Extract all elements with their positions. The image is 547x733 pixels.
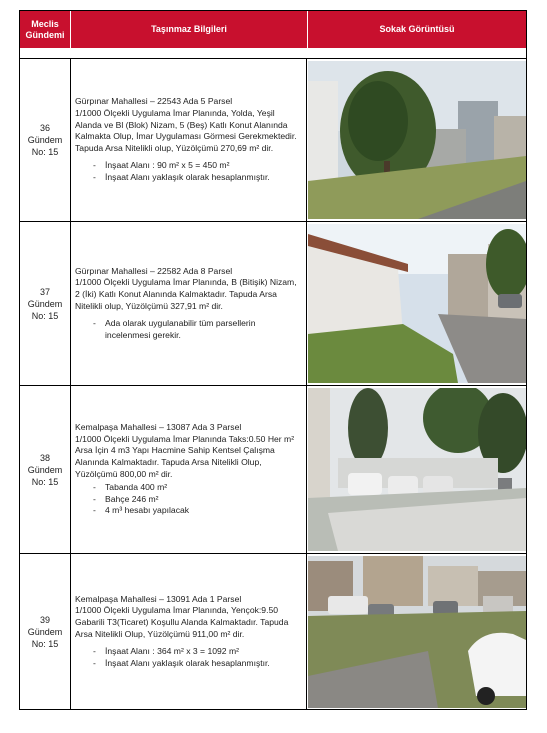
property-info-cell xyxy=(71,554,307,709)
street-view-photo xyxy=(308,224,526,383)
header-meclis-gundemi xyxy=(20,11,71,48)
agenda-cell xyxy=(20,554,71,709)
parcel-table xyxy=(19,10,527,710)
agenda-cell xyxy=(20,222,71,385)
agenda-label: Gündem xyxy=(27,298,63,309)
property-notes xyxy=(75,318,302,341)
note-item: - İnşaat Alanı yaklaşık olarak hesaplanmıştır. xyxy=(93,658,302,670)
property-title: Gürpınar Mahallesi – 22543 Ada 5 Parsel xyxy=(75,96,233,107)
agenda-number: 36 xyxy=(39,123,50,133)
property-description: 1/1000 Ölçekli Uygulama İmar Planında, Yolda, Yeşil Alanda ve Bl (Blok) Nizam, 5 (Beş) Katlı Konut Alanında Kalmakta Olup, İmar Uygulaması Görmesi Gerekmektedir. Tapuda Arsa Nitelikli olup, Yüzölçümü 270,69 m² dir. xyxy=(75,108,297,153)
agenda-number: 37 xyxy=(39,286,50,297)
table-row xyxy=(20,554,526,709)
header-col1-line2: Gündemi xyxy=(25,29,65,40)
agenda-cell xyxy=(20,386,71,553)
property-info-cell xyxy=(71,386,307,553)
agenda-label: Gündem xyxy=(27,626,63,637)
note-item: - İnşaat Alanı yaklaşık olarak hesaplanmıştır. xyxy=(93,172,302,184)
agenda-session: No: 15 xyxy=(31,638,59,649)
agenda-number: 39 xyxy=(39,614,50,625)
note-item: - İnşaat Alanı : 90 m² x 5 = 450 m² xyxy=(93,160,302,172)
property-title: Kemalpaşa Mahallesi – 13091 Ada 1 Parsel xyxy=(75,593,242,604)
street-view-photo xyxy=(308,388,526,551)
property-title: Kemalpaşa Mahallesi – 13087 Ada 3 Parsel xyxy=(75,422,242,433)
note-item: - Tabanda 400 m² xyxy=(93,482,302,494)
property-notes xyxy=(75,160,302,183)
property-info-cell xyxy=(71,59,307,221)
agenda-label: Gündem xyxy=(27,464,63,475)
note-item: - 4 m³ hesabı yapılacak xyxy=(93,505,302,517)
header-tasinmaz-bilgileri: Taşınmaz Bilgileri xyxy=(71,11,308,48)
street-view-photo xyxy=(308,556,526,708)
table-header xyxy=(20,11,526,48)
agenda-cell xyxy=(20,59,71,221)
table-row xyxy=(20,222,526,386)
property-description: 1/1000 Ölçekli Uygulama İmar Planında Taks:0.50 Her m² Arsa İçin 4 m3 Yapı Hacmine Sahip Kentsel Çalışma Alanında Kalmaktadır. Tapuda Arsa Nitelikli Olup, Yüzölçümü 800,00 m² dir. xyxy=(75,433,295,479)
property-description: 1/1000 Ölçekli Uygulama İmar Planında, B (Bitişik) Nizam, 2 (İki) Katlı Konut Alanında Kalmaktadır. Tapuda Arsa Nitelikli olup, Yüzölçümü 327,91 m² dir. xyxy=(75,277,297,311)
agenda-session: No: 15 xyxy=(31,476,59,487)
street-view-photo xyxy=(308,61,526,219)
agenda-session: No: 15 xyxy=(31,310,59,321)
note-item: - İnşaat Alanı : 364 m² x 3 = 1092 m² xyxy=(93,646,302,658)
property-notes xyxy=(75,646,302,669)
table-row xyxy=(20,386,526,554)
agenda-label: Gündem xyxy=(27,135,63,145)
header-col1-line1: Meclis xyxy=(31,18,59,29)
table-row xyxy=(20,59,526,222)
note-item: - Bahçe 246 m² xyxy=(93,494,302,506)
header-spacer-row xyxy=(20,48,526,59)
property-description: 1/1000 Ölçekli Uygulama İmar Planında, Yençok:9.50 Gabarili T3(Ticaret) Koşullu Alanda Kalmaktadır. Tapuda Arsa Nitelikli Olup, Yüzölçümü 911,00 m² dir. xyxy=(75,605,289,639)
property-title: Gürpınar Mahallesi – 22582 Ada 8 Parsel xyxy=(75,265,233,276)
header-sokak-goruntusu: Sokak Görüntüsü xyxy=(379,24,455,34)
note-item: - Ada olarak uygulanabilir tüm parsellerin incelenmesi gerekir. xyxy=(93,318,302,341)
agenda-session: No: 15 xyxy=(31,147,59,157)
property-notes xyxy=(75,482,302,517)
property-info-cell xyxy=(71,222,307,385)
agenda-number: 38 xyxy=(39,452,50,463)
